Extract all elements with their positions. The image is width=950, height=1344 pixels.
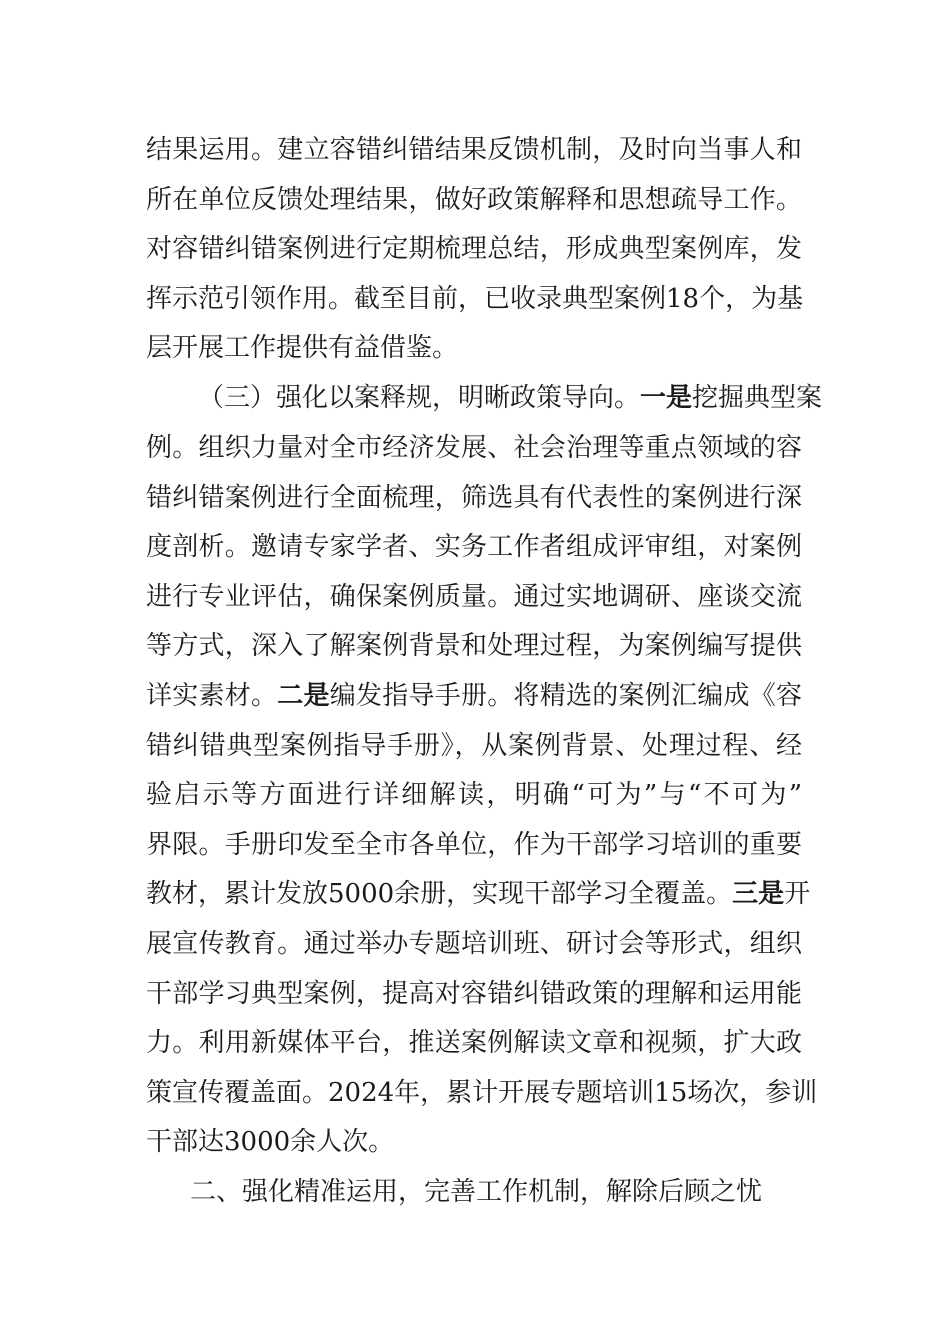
text-segment: 界限。手册印发至全市各单位，作为干部学习培训的重要 [146,830,802,860]
text-line [146,130,802,170]
text-segment: 干部学习典型案例，提高对容错纠错政策的理解和运用能 [146,979,802,1009]
text-segment: 展宣传教育。通过举办专题培训班、研讨会等形式，组织 [146,929,802,959]
text-line [146,924,802,964]
text-segment: 开 [784,879,811,909]
text-segment: 所在单位反馈处理结果，做好政策解释和思想疏导工作。 [146,185,802,215]
text-segment: 详实素材。 [146,681,278,711]
text-line [146,1122,802,1162]
text-line [146,180,802,220]
text-segment: 干部达3000余人次。 [146,1127,395,1157]
text-segment: 错纠错案例进行全面梳理，筛选具有代表性的案例进行深 [146,483,802,513]
text-segment: 度剖析。邀请专家学者、实务工作者组成评审组，对案例 [146,532,802,562]
text-segment: （三）强化以案释规，明晰政策导向。 [198,383,641,413]
text-line [146,726,802,766]
text-line [146,676,802,716]
text-segment: 验启示等方面进行详细解读，明确“可为”与“不可为” [146,780,802,810]
text-line [146,626,802,666]
text-line [146,328,802,368]
text-line [146,1023,802,1063]
text-segment: 例。组织力量对全市经济发展、社会治理等重点领域的容 [146,433,802,463]
text-line [146,478,802,518]
text-segment: 进行专业评估，确保案例质量。通过实地调研、座谈交流 [146,582,802,612]
text-line [146,874,811,914]
text-segment: 等方式，深入了解案例背景和处理过程，为案例编写提供 [146,631,802,661]
text-line [146,279,802,319]
section-heading [190,1172,790,1212]
text-segment: 力。利用新媒体平台，推送案例解读文章和视频，扩大政 [146,1028,802,1058]
text-segment: 教材，累计发放5000余册，实现干部学习全覆盖。 [146,879,733,909]
text-line [146,577,802,617]
text-segment: 编发指导手册。将精选的案例汇编成《容 [329,681,802,711]
text-segment: 策宣传覆盖面。2024年，累计开展专题培训15场次，参训 [146,1078,818,1108]
text-segment: 错纠错典型案例指导手册》，从案例背景、处理过程、经 [146,731,802,761]
text-line [146,974,802,1014]
text-line [146,825,802,865]
text-line [146,1073,818,1113]
text-segment: 结果运用。建立容错纠错结果反馈机制，及时向当事人和 [146,135,802,165]
bold-marker: 二是 [277,681,330,711]
bold-marker: 三是 [732,879,785,909]
text-segment: 对容错纠错案例进行定期梳理总结，形成典型案例库，发 [146,234,802,264]
bold-marker: 一是 [640,383,693,413]
text-segment: 挥示范引领作用。截至目前，已收录典型案例18个，为基 [146,284,804,314]
text-line [146,527,802,567]
text-line [146,775,802,815]
text-segment: 层开展工作提供有益借鉴。 [146,333,459,363]
text-line [146,428,802,468]
text-line [146,229,802,269]
text-segment: 二、强化精准运用，完善工作机制，解除后顾之忧 [190,1177,763,1207]
section-heading-line [198,378,823,418]
text-segment: 挖掘典型案 [692,383,823,413]
